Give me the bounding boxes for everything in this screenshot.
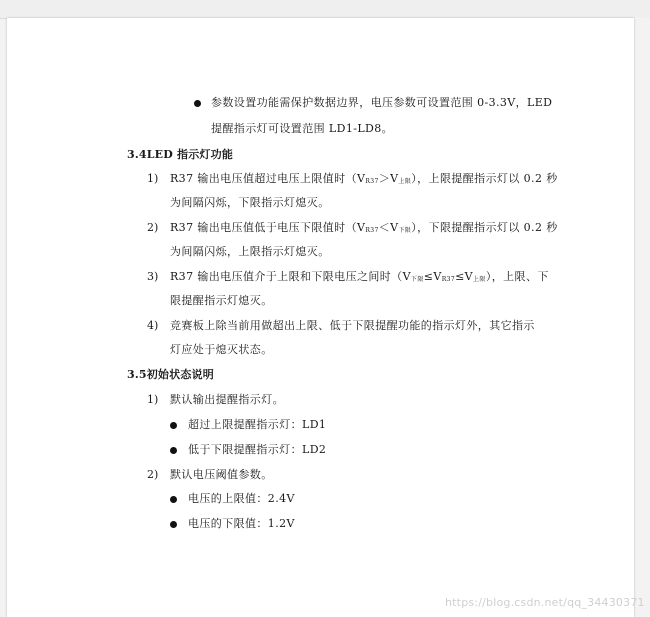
bullet-icon (170, 496, 177, 503)
bullet-text-line: 参数设置功能需保护数据边界，电压参数可设置范围 0-3.3V，LED (211, 96, 553, 109)
list-number: 1) (147, 393, 159, 406)
list-item-line: 竞赛板上除当前用做超出上限、低于下限提醒功能的指示灯外，其它指示 (170, 319, 535, 332)
list-number: 3) (147, 270, 159, 283)
list-item-line: 默认输出提醒指示灯。 (170, 393, 284, 406)
list-item-line: R37 输出电压值介于上限和下限电压之间时$(V_{下限}\le V_{R37}\le V_{上限})$，上限、下 (170, 270, 549, 283)
bullet-icon (170, 447, 177, 454)
list-item-line: R37 输出电压值超过电压上限值时$(V_{R37}>V_{上限})$，上限提醒指示灯以 0.2 秒 (170, 172, 558, 185)
list-item-line: 默认电压阈值参数。 (170, 468, 273, 481)
section-heading-3-5: 3.5初始状态说明 (127, 368, 214, 381)
bullet-text-line: 提醒指示灯可设置范围 LD1-LD8。 (211, 122, 394, 135)
bullet-text-line: 电压的下限值：1.2V (188, 517, 295, 530)
list-number: 2) (147, 221, 159, 234)
watermark: https://blog.csdn.net/qq_34430371 (445, 596, 645, 609)
section-heading-3-4: 3.4LED 指示灯功能 (127, 148, 234, 161)
list-item-line: 灯应处于熄灭状态。 (170, 343, 273, 356)
list-item-line: 限提醒指示灯熄灭。 (170, 294, 273, 307)
list-number: 1) (147, 172, 159, 185)
bullet-text-line: 低于下限提醒指示灯：LD2 (188, 443, 327, 456)
bullet-icon (170, 422, 177, 429)
list-number: 2) (147, 468, 159, 481)
bullet-text-line: 超过上限提醒指示灯：LD1 (188, 418, 327, 431)
list-number: 4) (147, 319, 159, 332)
toolbar-strip (0, 0, 650, 19)
list-item-line: 为间隔闪烁，下限指示灯熄灭。 (170, 196, 330, 209)
list-item-line: R37 输出电压值低于电压下限值时$(V_{R37}<V_{下限})$，下限提醒指示灯以 0.2 秒 (170, 221, 558, 234)
bullet-text-line: 电压的上限值：2.4V (188, 492, 295, 505)
scrollbar-track[interactable] (634, 18, 650, 617)
bullet-icon (170, 521, 177, 528)
bullet-icon (194, 100, 201, 107)
document-page (7, 18, 634, 617)
list-item-line: 为间隔闪烁，上限指示灯熄灭。 (170, 245, 330, 258)
